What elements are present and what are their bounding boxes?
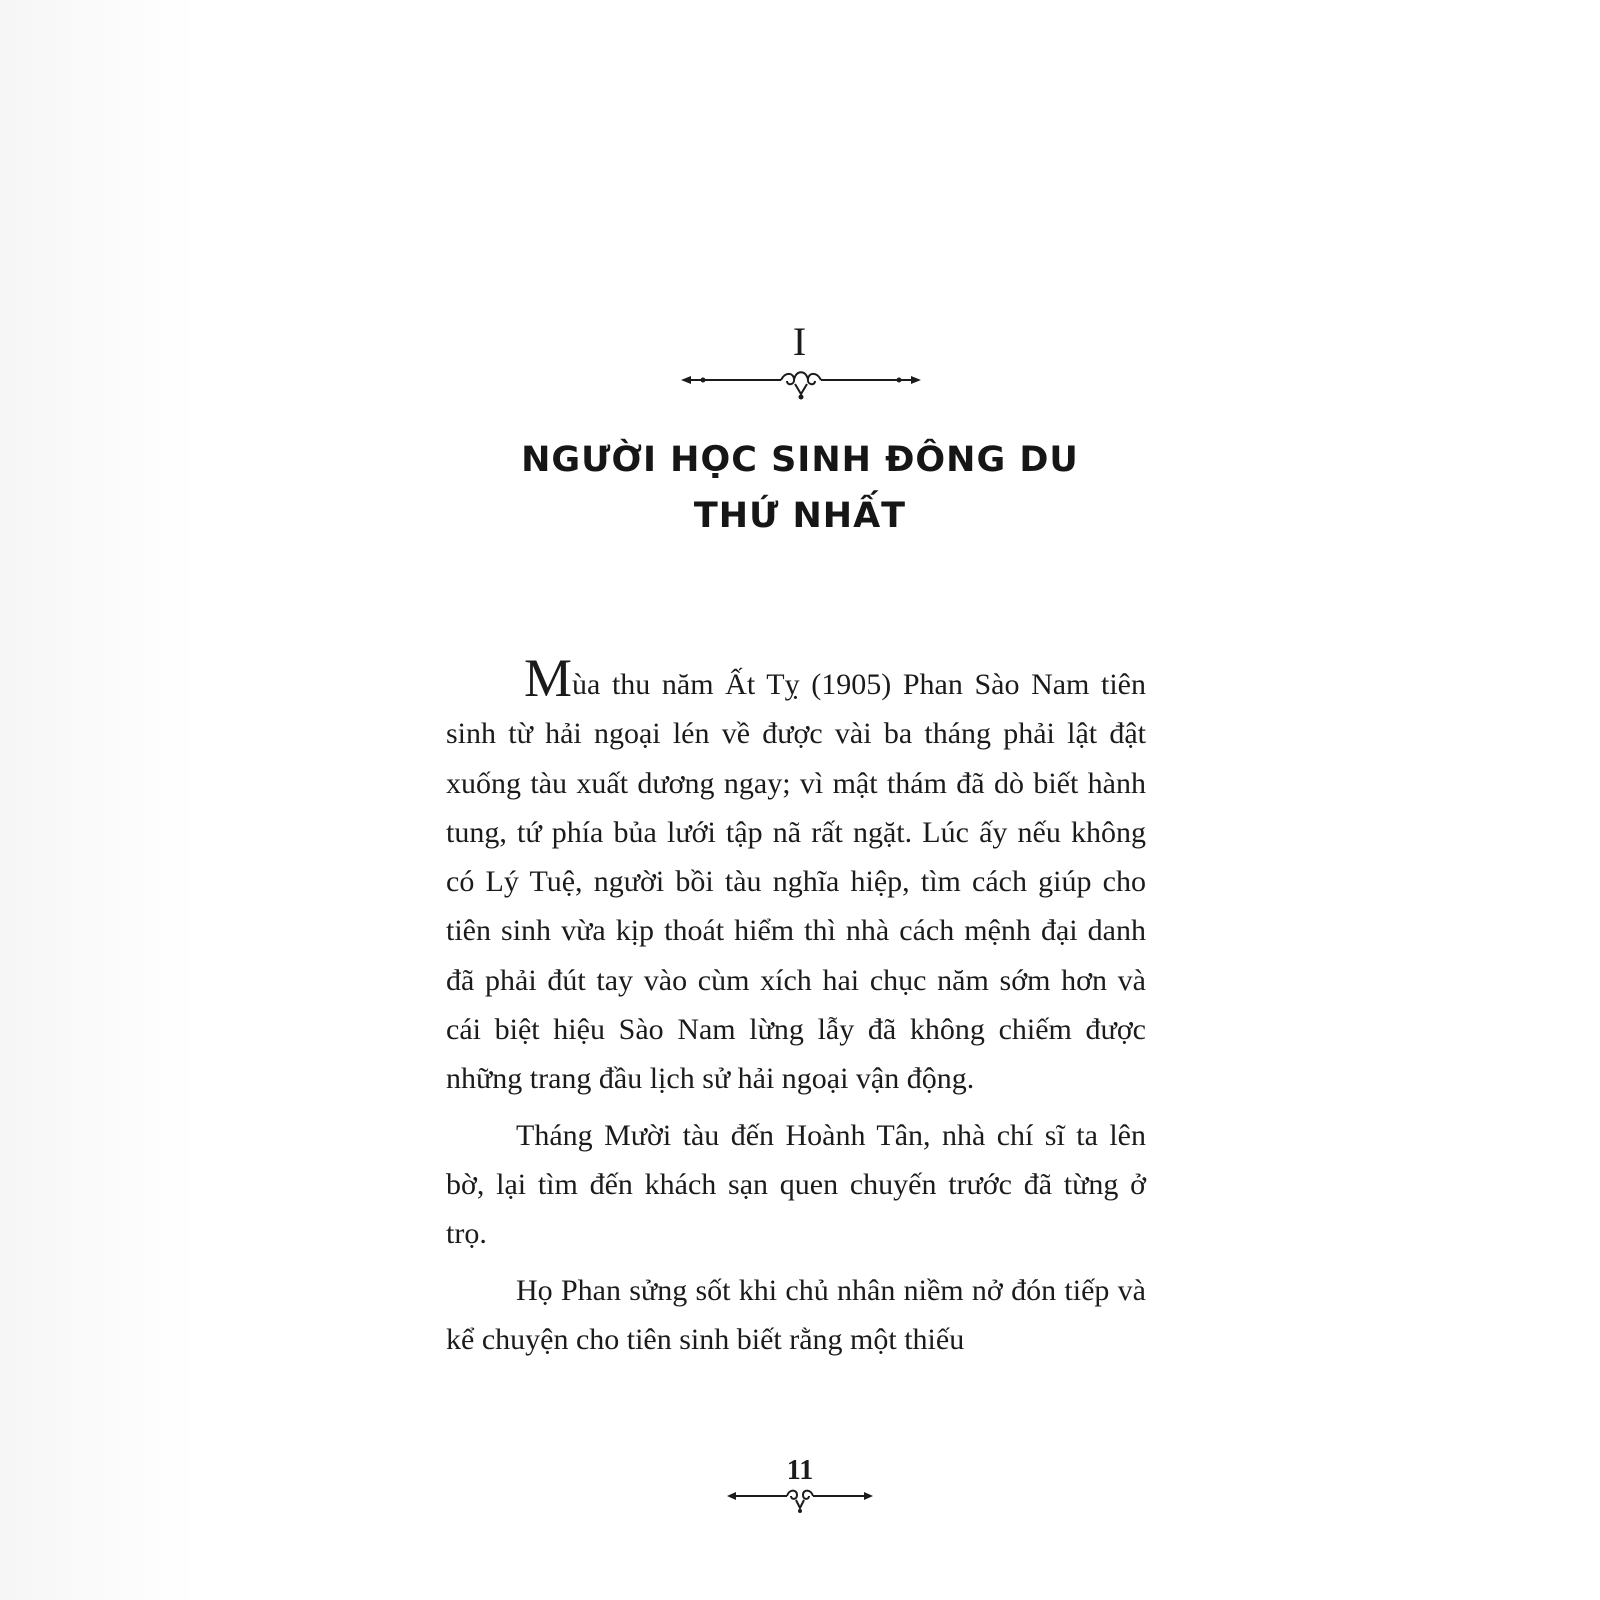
ornament-divider-top (681, 360, 921, 404)
paragraph-3: Họ Phan sửng sốt khi chủ nhân niềm nở đón tiếp và kể chuyện cho tiên sinh biết rằng một thiếu (446, 1273, 1146, 1356)
paragraph-2: Tháng Mười tàu đến Hoành Tân, nhà chí sĩ ta lên bờ, lại tìm đến khách sạn quen chuyến trước đã từng ở trọ. (446, 1118, 1146, 1251)
body-text (446, 648, 1146, 1371)
page-number: 11 (786, 1455, 814, 1486)
page-edge-shadow (0, 0, 330, 1600)
paragraph-1 (446, 648, 1146, 1104)
chapter-title-line-2: THỨ NHẤT (693, 496, 907, 536)
chapter-title (0, 432, 1600, 544)
drop-cap: M (524, 648, 573, 708)
paragraph-1-text: ùa thu năm Ất Tỵ (1905) Phan Sào Nam tiên sinh từ hải ngoại lén về được vài ba tháng phải lật đật xuống tàu xuất dương ngay; vì mật thám đã dò biết hành tung, tứ phía bủa lưới tập nã rất ngặt. Lúc ấy nếu không có Lý Tuệ, người bồi tàu nghĩa hiệp, tìm cách giúp cho tiên sinh vừa kịp thoát hiểm thì nhà cách mệnh đại danh đã phải đút tay vào cùm xích hai chục năm sớm hơn và cái biệt hiệu Sào Nam lừng lẫy đã không chiếm được những trang đầu lịch sử hải ngoại vận động. (446, 668, 1146, 1096)
chapter-title-line-1: NGƯỜI HỌC SINH ĐÔNG DU (521, 440, 1079, 480)
chapter-number: I (792, 319, 808, 364)
ornament-divider-bottom (727, 1484, 873, 1514)
